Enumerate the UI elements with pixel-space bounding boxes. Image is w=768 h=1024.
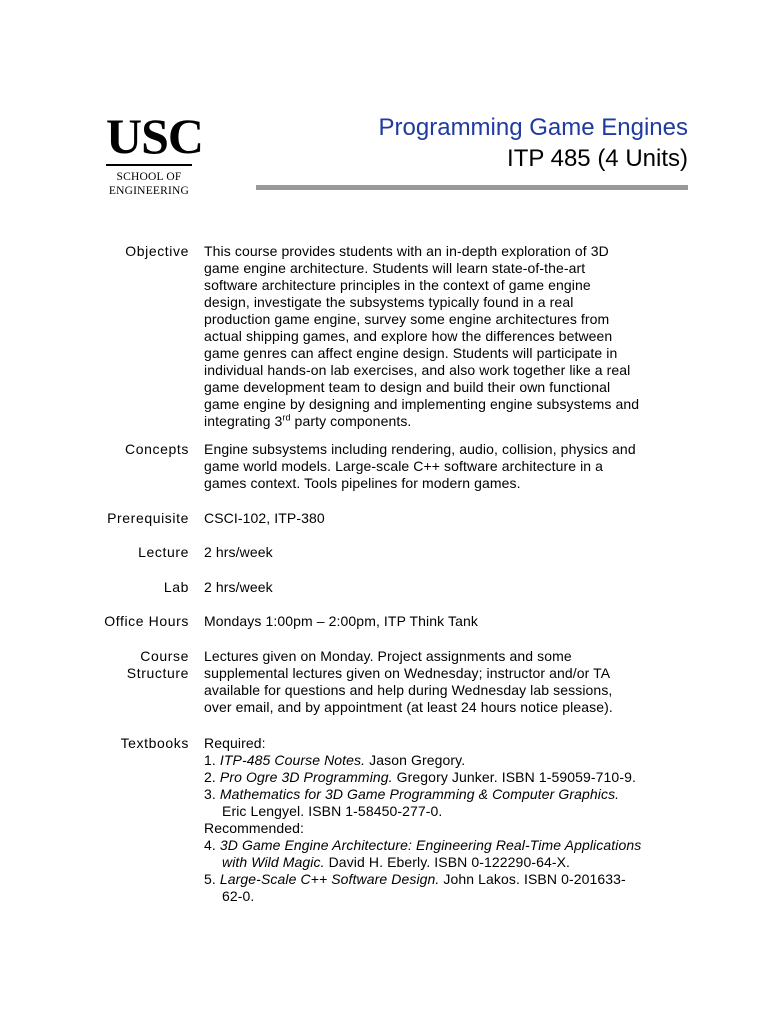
logo-line-2: ENGINEERING <box>108 185 190 197</box>
course-structure-line: available for questions and help during Wednesday lab sessions, <box>204 682 613 698</box>
textbook-title: Pro Ogre 3D Programming. <box>219 769 393 785</box>
objective-line: game engine architecture. Students will learn state-of-the-art <box>204 260 586 276</box>
objective-last-post: party components. <box>290 413 412 429</box>
concepts-text <box>204 441 694 492</box>
textbooks-label: Textbooks <box>120 735 189 751</box>
lecture-label: Lecture <box>138 544 189 560</box>
course-structure-line: supplemental lectures given on Wednesday; instructor and/or TA <box>204 665 611 681</box>
office-hours-label: Office Hours <box>104 613 189 629</box>
course-structure-label <box>127 648 189 682</box>
logo-line-1: SCHOOL OF <box>116 171 182 183</box>
course-code: ITP 485 (4 Units) <box>507 145 688 172</box>
prerequisite-value: CSCI-102, ITP-380 <box>204 510 325 526</box>
textbook-title: with Wild Magic. <box>222 854 325 870</box>
objective-line: This course provides students with an in-depth exploration of 3D <box>204 243 609 259</box>
textbook-item-2 <box>204 769 694 786</box>
textbook-details: David H. Eberly. ISBN 0-122290-64-X. <box>324 854 571 870</box>
office-hours-value: Mondays 1:00pm – 2:00pm, ITP Think Tank <box>204 613 478 629</box>
textbook-title: Mathematics for 3D Game Programming & Computer Graphics. <box>219 786 620 802</box>
concepts-line: games context. Tools pipelines for modern games. <box>204 475 521 491</box>
textbook-title: 3D Game Engine Architecture: Engineering Real-Time Applications <box>219 837 642 853</box>
course-structure-line: Lectures given on Monday. Project assignments and some <box>204 648 572 664</box>
textbook-details: Jason Gregory. <box>365 752 466 768</box>
textbook-item-1 <box>204 752 694 769</box>
objective-last-line <box>204 413 694 430</box>
objective-line: individual hands-on lab exercises, and also work together like a real <box>204 362 631 378</box>
textbooks-list <box>204 735 694 905</box>
course-structure-label-line2: Structure <box>126 665 189 681</box>
usc-logo <box>106 108 204 198</box>
lab-value: 2 hrs/week <box>204 579 273 595</box>
textbook-details: John Lakos. ISBN 0-201633- <box>439 871 626 887</box>
textbook-item-4-cont <box>204 854 694 871</box>
textbook-title: ITP-485 Course Notes. <box>219 752 366 768</box>
textbook-item-5 <box>204 871 694 888</box>
textbook-item-5-cont: 62-0. <box>222 888 255 904</box>
textbook-title: Large-Scale C++ Software Design. <box>219 871 440 887</box>
objective-last-pre: integrating 3 <box>204 413 283 429</box>
objective-superscript: rd <box>282 412 291 423</box>
textbook-number: 3. <box>204 786 220 802</box>
textbook-details: Gregory Junker. ISBN 1-59059-710-9. <box>392 769 636 785</box>
objective-line: game genres can affect engine design. Students will participate in <box>204 345 618 361</box>
course-structure-line: over email, and by appointment (at least 24 hours notice please). <box>204 699 613 715</box>
objective-line: software architecture principles in the context of game engine <box>204 277 591 293</box>
course-structure-text <box>204 648 694 716</box>
objective-line: game development team to design and build their own functional <box>204 379 611 395</box>
concepts-line: game world models. Large-scale C++ software architecture in a <box>204 458 604 474</box>
prerequisite-label: Prerequisite <box>107 510 189 526</box>
logo-usc-text: USC <box>106 108 204 164</box>
objective-text <box>204 243 694 430</box>
textbook-number: 2. <box>204 769 220 785</box>
objective-line: actual shipping games, and explore how the differences between <box>204 328 613 344</box>
objective-line: production game engine, survey some engine architectures from <box>204 311 610 327</box>
textbook-number: 5. <box>204 871 220 887</box>
concepts-label: Concepts <box>125 441 189 457</box>
recommended-heading: Recommended: <box>204 820 305 836</box>
concepts-line: Engine subsystems including rendering, audio, collision, physics and <box>204 441 636 457</box>
lecture-value: 2 hrs/week <box>204 544 273 560</box>
logo-divider <box>106 164 192 166</box>
objective-line: game engine by designing and implementing engine subsystems and <box>204 396 640 412</box>
textbook-number: 1. <box>204 752 220 768</box>
course-title: Programming Game Engines <box>378 114 688 141</box>
textbook-item-3-details: Eric Lengyel. ISBN 1-58450-277-0. <box>222 803 443 819</box>
course-structure-label-line1: Course <box>140 648 189 664</box>
title-divider <box>256 185 688 190</box>
textbook-number: 4. <box>204 837 220 853</box>
title-block <box>379 112 688 174</box>
objective-line: design, investigate the subsystems typically found in a real <box>204 294 574 310</box>
textbook-item-4 <box>204 837 694 854</box>
objective-label: Objective <box>125 243 189 259</box>
lab-label: Lab <box>163 579 189 595</box>
textbook-item-3 <box>204 786 694 803</box>
required-heading: Required: <box>204 735 266 751</box>
